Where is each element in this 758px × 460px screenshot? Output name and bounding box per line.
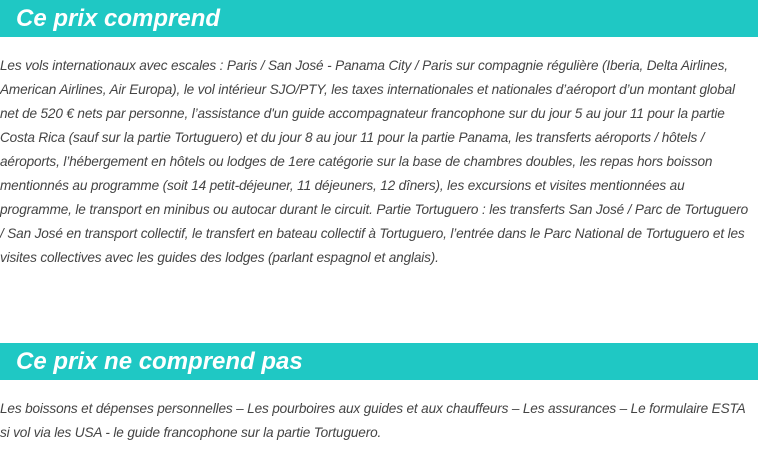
included-section-text: Les vols internationaux avec escales : Paris / San José - Panama City / Paris sur compagnie régulière (Iberia, Delta Airlines, American Airlines, Air Europa), le vol intérieur SJO/PTY, les taxes internationales et nationales d’aéroport d’un montant global net de 520 € nets par personne, l’assistance d'un guide accompagnateur francophone sur du jour 5 au jour 11 pour la partie Costa Rica (sauf sur la partie Tortuguero) et du jour 8 au jour 11 pour la partie Panama, les transferts aéroports / hôtels / aéroports, l’hébergement en hôtels ou lodges de 1ere catégorie sur la base de chambres doubles, les repas hors boisson mentionnés au programme (soit 14 petit-déjeuner, 11 déjeuners, 12 dîners), les excursions et visites mentionnées au programme, le transport en minibus ou autocar durant le circuit. Partie Tortuguero : les transferts San José / Parc de Tortuguero / San José en transport collectif, le transfert en bateau collectif à Tortuguero, l’entrée dans le Parc National de Tortuguero et les visites collectives avec les guides des lodges (parlant espagnol et anglais). (0, 58, 749, 265)
included-section-header (0, 0, 758, 37)
excluded-section-header (0, 343, 758, 380)
included-section-title: Ce prix comprend (16, 5, 221, 32)
excluded-section-title: Ce prix ne comprend pas (16, 348, 303, 375)
excluded-section-text: Les boissons et dépenses personnelles – Les pourboires aux guides et aux chauffeurs – Les assurances – Le formulaire ESTA si vol via les USA - le guide francophone sur la partie Tortuguero. (0, 401, 746, 440)
